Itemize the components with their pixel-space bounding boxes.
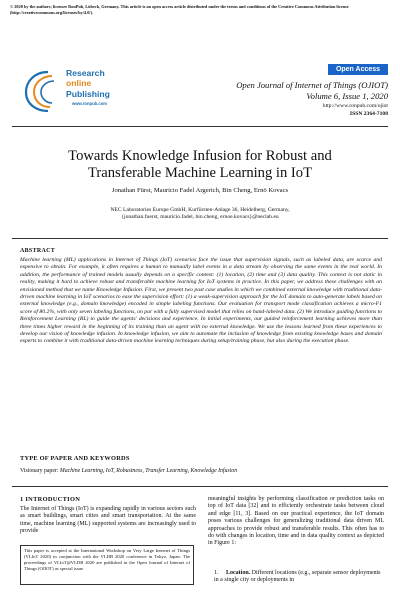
acceptance-note: This paper is accepted at the International Workshop on Very Large Internet of Things (VLIoT 2020) in conjunction with the VLDB 2020 conference in Tokyo, Japan. The proceedings of VLIoT@VLDB 2020 are published in the Open Journal of Internet of Things (OJIOT) as special issue. bbox=[20, 545, 194, 585]
publisher-logo[interactable] bbox=[22, 68, 132, 116]
logo-word-publishing: Publishing bbox=[66, 89, 110, 99]
intro-column-2-text: meaningful insights by performing classification or prediction tasks on top of IoT data [32] and to efficiently orchestrate tasks between cloud and edge [11, 3]. Based on our practical experience, the IoT domain poses various challenges for generalizing traditional data driven ML approaches to provide robust and transferable results. This often has to do with changes in location, time and in data quality context as depicted in Figure 1: bbox=[208, 496, 384, 547]
list-item bbox=[214, 570, 384, 585]
title-line-1: Towards Knowledge Infusion for Robust and bbox=[68, 148, 332, 164]
journal-issn: ISSN 2364-7108 bbox=[349, 111, 388, 117]
logo-word-research: Research bbox=[66, 68, 105, 78]
paper-affiliation bbox=[20, 207, 380, 222]
paper-title bbox=[20, 148, 380, 182]
paper-authors: Jonathan Fürst, Mauricio Fadel Argerich, Bin Cheng, Ernö Kovacs bbox=[111, 187, 289, 194]
copyright-notice: © 2020 by the authors; licensee RonPub, Lübeck, Germany. This article is an open access article distributed under the terms and conditions of the Creative Commons Attribution license (http://creativecommons.org/licenses/by/4.0/). bbox=[10, 4, 349, 15]
journal-volume: Volume 6, Issue 1, 2020 bbox=[306, 91, 388, 101]
intro-column-1-text: The Internet of Things (IoT) is expanding rapidly in various sectors such as smart buildings, smart cities and smart transportation. At the same time, machine learning (ML) supported systems are increasingly used to provide bbox=[20, 506, 196, 535]
type-and-keywords bbox=[20, 468, 382, 475]
type-heading: TYPE OF PAPER AND KEYWORDS bbox=[20, 455, 130, 462]
open-access-badge: Open Access bbox=[328, 64, 388, 75]
header-divider bbox=[12, 126, 388, 127]
affiliation-address: NEC Laboratories Europe GmbH, Kurfürsten-Anlage 36, Heidelberg, Germany, bbox=[110, 207, 290, 213]
abstract-heading: ABSTRACT bbox=[20, 248, 56, 254]
introduction-heading: 1 INTRODUCTION bbox=[20, 496, 81, 503]
journal-url[interactable]: http://www.ronpub.com/ojiot bbox=[322, 103, 388, 109]
keywords-bottom-divider bbox=[12, 486, 388, 487]
logo-word-online: online bbox=[66, 78, 92, 88]
title-line-2: Transferable Machine Learning in IoT bbox=[88, 165, 312, 181]
journal-name: Open Journal of Internet of Things (OJIOT) bbox=[236, 80, 388, 90]
list-term: Location. bbox=[226, 570, 251, 576]
journal-info bbox=[236, 80, 388, 118]
affiliation-emails: {jonathan.fuerst, mauricio.fadel, bin.cheng, ernoe.kovacs}@neclab.eu bbox=[121, 214, 279, 221]
type-label: Visionary paper: bbox=[20, 468, 59, 474]
keywords: Machine Learning, IoT, Robustness, Transfer Learning, Knowledge Infusion bbox=[59, 468, 238, 474]
logo-url[interactable]: www.ronpub.com bbox=[72, 101, 107, 106]
list-text: Different locations (e.g., separate sensor deployments in a single city or deployments in bbox=[214, 570, 381, 584]
abstract-text: Machine learning (ML) applications in Internet of Things (IoT) scenarios face the issue that supervision signals, such as labeled data, are scarce and expensive to obtain. For example, it often requires a human to manually label events in a data stream by observing the same events in the real world. In addition, the performance of trained models usually depends on a specific context: (1) location, (2) time and (3) data quality. This context is not static in reality, making it hard to achieve robust and transferable machine learning for IoT systems in practice. In this paper, we address these challenges with an envisioned method that we name Knowledge Infusion. First, we present two past case studies in which we combined external knowledge with traditional data-driven machine learning in IoT scenarios to ease the supervision effort: (1) a weak-supervision approach for the IoT domain to auto-generate labels based on external knowledge (e.g., domain knowledge) encoded in simple labeling functions. Our evaluation for transport mode classification achieves a micro-F1 score of 80.2%, with only seven labeling functions, on par with a fully supervised model that relies on hand-labeled data. (2) We introduce guiding functions to Reinforcement Learning (RL) to guide the agents' decisions and experience. In initial experiments, our guided reinforcement learning achieves more than three times higher reward in the beginning of its training than an agent with no external knowledge. We use the lessons learned from these experiences to develop our vision of knowledge infusion. In knowledge infusion, we aim to automate the inclusion of knowledge from existing knowledge bases and domain experts to combine it with traditional data-driven machine learning techniques during setup/training phase, but also during the execution phase. bbox=[20, 257, 383, 345]
abstract-top-divider bbox=[12, 238, 388, 239]
list-number: 1. bbox=[214, 570, 219, 576]
